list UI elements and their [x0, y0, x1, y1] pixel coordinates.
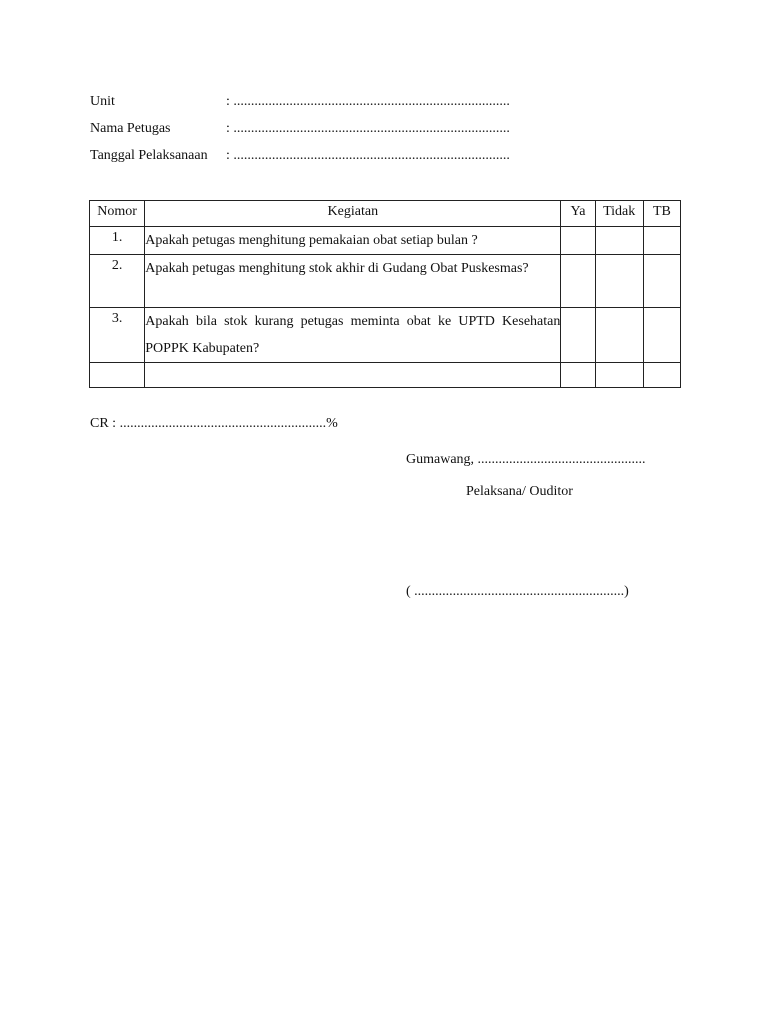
table-row — [90, 363, 681, 388]
field-value: : ............................................................................... — [226, 121, 510, 136]
row-activity: Apakah bila stok kurang petugas meminta obat ke UPTD Kesehatan POPPK Kabupaten? — [145, 308, 561, 363]
row-number — [90, 363, 145, 388]
cell-tidak[interactable] — [595, 308, 643, 363]
row-activity — [145, 363, 561, 388]
cell-tb[interactable] — [643, 227, 680, 255]
header-field-unit — [90, 92, 510, 112]
table-row — [90, 227, 681, 255]
cell-tidak[interactable] — [595, 255, 643, 308]
header-field-tanggal — [90, 146, 510, 166]
table-row — [90, 255, 681, 308]
cell-tb[interactable] — [643, 308, 680, 363]
table-row — [90, 308, 681, 363]
field-label: Nama Petugas — [90, 121, 171, 136]
row-number: 1. — [90, 227, 145, 255]
table-header-row — [90, 201, 681, 227]
cell-tidak[interactable] — [595, 227, 643, 255]
column-header-tidak: Tidak — [595, 201, 643, 227]
cell-ya[interactable] — [561, 255, 595, 308]
place-date-line: Gumawang, ................................................ — [406, 452, 646, 467]
column-header-ya: Ya — [561, 201, 595, 227]
field-value: : ............................................................................... — [226, 148, 510, 163]
column-header-nomor: Nomor — [90, 201, 145, 227]
signer-role: Pelaksana/ Ouditor — [466, 484, 573, 499]
cell-tb[interactable] — [643, 255, 680, 308]
cell-ya[interactable] — [561, 363, 595, 388]
cr-line: CR : ...........................................................% — [90, 416, 338, 431]
column-header-tb: TB — [643, 201, 680, 227]
cell-ya[interactable] — [561, 227, 595, 255]
cell-tb[interactable] — [643, 363, 680, 388]
field-label: Unit — [90, 94, 115, 109]
header-field-nama-petugas — [90, 119, 510, 139]
column-header-kegiatan: Kegiatan — [145, 201, 561, 227]
cell-ya[interactable] — [561, 308, 595, 363]
cell-tidak[interactable] — [595, 363, 643, 388]
checklist-table — [89, 200, 681, 388]
field-label: Tanggal Pelaksanaan — [90, 148, 208, 163]
field-value: : ............................................................................... — [226, 94, 510, 109]
signature-line: ( ............................................................) — [406, 584, 629, 599]
row-activity: Apakah petugas menghitung stok akhir di Gudang Obat Puskesmas? — [145, 255, 561, 308]
row-activity: Apakah petugas menghitung pemakaian obat setiap bulan ? — [145, 227, 561, 255]
row-number: 3. — [90, 308, 145, 363]
row-number: 2. — [90, 255, 145, 308]
